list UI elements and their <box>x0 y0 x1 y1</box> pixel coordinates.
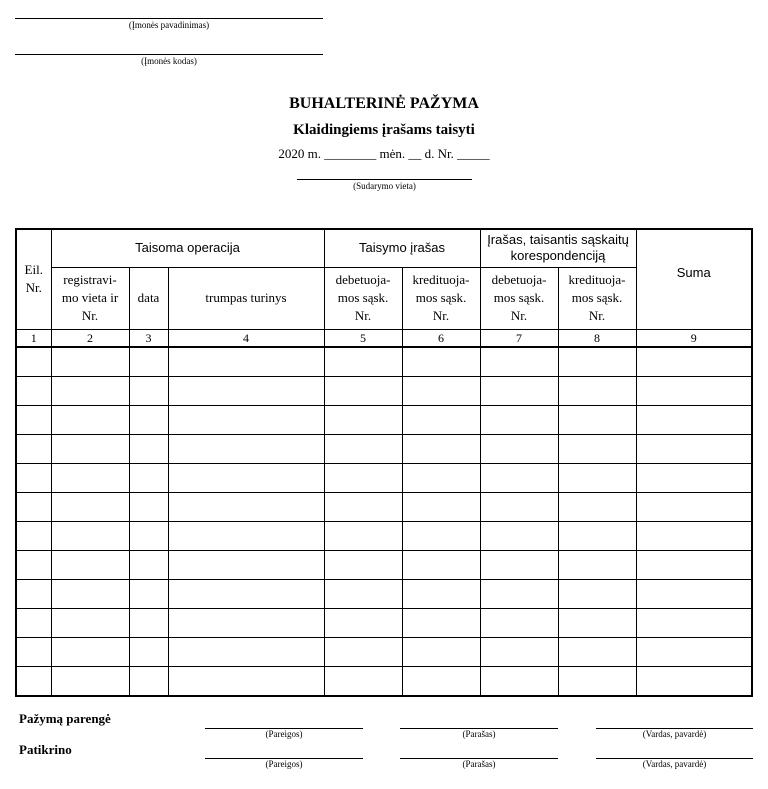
date-line: 2020 m. ________ mėn. __ d. Nr. _____ <box>278 146 490 161</box>
table-cell[interactable] <box>558 521 636 550</box>
table-cell[interactable] <box>636 492 752 521</box>
table-cell[interactable] <box>480 463 558 492</box>
table-cell[interactable] <box>402 376 480 405</box>
column-number-cell: 5 <box>324 329 402 347</box>
table-cell[interactable] <box>636 434 752 463</box>
table-cell[interactable] <box>480 550 558 579</box>
table-cell[interactable] <box>51 492 129 521</box>
table-cell[interactable] <box>636 666 752 696</box>
table-cell[interactable] <box>558 550 636 579</box>
correction-table <box>15 228 753 697</box>
table-cell[interactable] <box>636 376 752 405</box>
col-debit-1-header: debetuoja-mos sąsk. Nr. <box>324 267 402 329</box>
col-row-no-header: Eil. Nr. <box>16 229 51 329</box>
group-correspondence-header: Įrašas, taisantis sąskaitų korespondenciją <box>480 229 636 267</box>
table-cell[interactable] <box>636 579 752 608</box>
prepared-name-caption: (Vardas, pavardė) <box>642 729 707 739</box>
table-cell[interactable] <box>16 550 51 579</box>
place-line <box>297 179 472 180</box>
table-cell[interactable] <box>168 347 324 377</box>
table-cell[interactable] <box>480 405 558 434</box>
table-cell[interactable] <box>51 637 129 666</box>
place-caption: (Sudarymo vieta) <box>353 181 416 191</box>
group-correction-header: Taisymo įrašas <box>324 229 480 267</box>
table-row <box>16 666 752 696</box>
column-number-cell: 1 <box>16 329 51 347</box>
table-cell[interactable] <box>129 579 168 608</box>
table-cell[interactable] <box>51 376 129 405</box>
table-cell[interactable] <box>402 463 480 492</box>
company-name-caption: (Įmonės pavadinimas) <box>128 20 210 30</box>
table-cell[interactable] <box>558 608 636 637</box>
table-cell[interactable] <box>16 492 51 521</box>
table-cell[interactable] <box>16 521 51 550</box>
table-cell[interactable] <box>129 376 168 405</box>
prepared-signature-caption: (Parašas) <box>462 729 496 739</box>
col-summary-header: trumpas turinys <box>168 267 324 329</box>
table-cell[interactable] <box>558 637 636 666</box>
table-row <box>16 608 752 637</box>
table-cell[interactable] <box>402 521 480 550</box>
table-row <box>16 521 752 550</box>
table-cell[interactable] <box>129 463 168 492</box>
table-cell[interactable] <box>51 579 129 608</box>
table-cell[interactable] <box>558 405 636 434</box>
column-number-row <box>16 329 752 347</box>
col-date-header: data <box>129 267 168 329</box>
table-cell[interactable] <box>129 347 168 377</box>
table-cell[interactable] <box>129 666 168 696</box>
table-cell[interactable] <box>402 608 480 637</box>
table-cell[interactable] <box>16 405 51 434</box>
table-cell[interactable] <box>558 492 636 521</box>
table-cell[interactable] <box>324 637 402 666</box>
table-cell[interactable] <box>324 521 402 550</box>
table-cell[interactable] <box>480 666 558 696</box>
checked-label: Patikrino <box>19 742 72 757</box>
table-cell[interactable] <box>402 579 480 608</box>
prepared-position-caption: (Pareigos) <box>265 729 303 739</box>
table-cell[interactable] <box>480 608 558 637</box>
table-cell[interactable] <box>51 521 129 550</box>
table-row <box>16 579 752 608</box>
table-cell[interactable] <box>480 492 558 521</box>
table-cell[interactable] <box>636 463 752 492</box>
table-cell[interactable] <box>636 637 752 666</box>
table-cell[interactable] <box>402 666 480 696</box>
col-registration-header: registravi-mo vieta ir Nr. <box>51 267 129 329</box>
table-cell[interactable] <box>324 550 402 579</box>
table-cell[interactable] <box>480 521 558 550</box>
table-cell[interactable] <box>16 434 51 463</box>
table-row <box>16 347 752 377</box>
table-cell[interactable] <box>168 666 324 696</box>
column-number-cell: 8 <box>558 329 636 347</box>
table-row <box>16 434 752 463</box>
table-cell[interactable] <box>129 608 168 637</box>
table-cell[interactable] <box>402 347 480 377</box>
table-cell[interactable] <box>51 463 129 492</box>
column-number-cell: 4 <box>168 329 324 347</box>
table-cell[interactable] <box>16 666 51 696</box>
table-cell[interactable] <box>480 434 558 463</box>
table-cell[interactable] <box>636 405 752 434</box>
table-cell[interactable] <box>558 579 636 608</box>
table-cell[interactable] <box>51 405 129 434</box>
table-cell[interactable] <box>402 405 480 434</box>
company-name-line <box>15 18 323 19</box>
table-cell[interactable] <box>16 376 51 405</box>
col-credit-1-header: kredituoja-mos sąsk. Nr. <box>402 267 480 329</box>
table-row <box>16 637 752 666</box>
table-row <box>16 405 752 434</box>
table-cell[interactable] <box>168 376 324 405</box>
column-number-cell: 9 <box>636 329 752 347</box>
column-number-cell: 3 <box>129 329 168 347</box>
table-cell[interactable] <box>558 434 636 463</box>
col-sum-header: Suma <box>636 229 752 329</box>
table-cell[interactable] <box>402 492 480 521</box>
table-cell[interactable] <box>16 608 51 637</box>
table-cell[interactable] <box>168 463 324 492</box>
table-cell[interactable] <box>129 521 168 550</box>
column-number-cell: 2 <box>51 329 129 347</box>
checked-position-caption: (Pareigos) <box>265 759 303 769</box>
table-cell[interactable] <box>402 550 480 579</box>
table-cell[interactable] <box>168 608 324 637</box>
table-cell[interactable] <box>168 434 324 463</box>
table-cell[interactable] <box>324 579 402 608</box>
company-code-caption: (Įmonės kodas) <box>141 56 197 66</box>
table-cell[interactable] <box>324 666 402 696</box>
table-cell[interactable] <box>51 666 129 696</box>
table-cell[interactable] <box>558 666 636 696</box>
document-title: BUHALTERINĖ PAŽYMA <box>289 95 479 112</box>
checked-name-caption: (Vardas, pavardė) <box>642 759 707 769</box>
table-cell[interactable] <box>129 550 168 579</box>
table-cell[interactable] <box>51 608 129 637</box>
table-cell[interactable] <box>402 637 480 666</box>
document-subtitle: Klaidingiems įrašams taisyti <box>293 122 475 138</box>
table-cell[interactable] <box>558 463 636 492</box>
table-cell[interactable] <box>16 579 51 608</box>
table-row <box>16 492 752 521</box>
table-cell[interactable] <box>324 434 402 463</box>
table-cell[interactable] <box>558 347 636 377</box>
col-debit-2-header: debetuoja-mos sąsk. Nr. <box>480 267 558 329</box>
table-cell[interactable] <box>480 376 558 405</box>
table-cell[interactable] <box>129 637 168 666</box>
table-cell[interactable] <box>636 347 752 377</box>
table-cell[interactable] <box>129 405 168 434</box>
table-cell[interactable] <box>16 347 51 377</box>
table-cell[interactable] <box>480 637 558 666</box>
table-cell[interactable] <box>324 347 402 377</box>
table-cell[interactable] <box>480 347 558 377</box>
table-cell[interactable] <box>402 434 480 463</box>
col-credit-2-header: kredituoja-mos sąsk. Nr. <box>558 267 636 329</box>
table-cell[interactable] <box>480 579 558 608</box>
table-cell[interactable] <box>636 521 752 550</box>
table-cell[interactable] <box>324 463 402 492</box>
column-number-cell: 7 <box>480 329 558 347</box>
table-cell[interactable] <box>168 405 324 434</box>
table-cell[interactable] <box>16 637 51 666</box>
group-operation-header: Taisoma operacija <box>51 229 324 267</box>
table-cell[interactable] <box>324 492 402 521</box>
table-cell[interactable] <box>636 608 752 637</box>
table-cell[interactable] <box>129 492 168 521</box>
checked-signature-caption: (Parašas) <box>462 759 496 769</box>
table-cell[interactable] <box>168 492 324 521</box>
table-cell[interactable] <box>168 637 324 666</box>
company-code-line <box>15 54 323 55</box>
table-cell[interactable] <box>168 550 324 579</box>
table-cell[interactable] <box>636 550 752 579</box>
table-row <box>16 550 752 579</box>
table-cell[interactable] <box>129 434 168 463</box>
table-cell[interactable] <box>16 463 51 492</box>
table-row <box>16 463 752 492</box>
table-cell[interactable] <box>324 376 402 405</box>
table-cell[interactable] <box>51 434 129 463</box>
column-number-cell: 6 <box>402 329 480 347</box>
table-cell[interactable] <box>324 608 402 637</box>
table-cell[interactable] <box>168 579 324 608</box>
prepared-label: Pažymą parengė <box>19 711 111 726</box>
table-cell[interactable] <box>51 347 129 377</box>
table-cell[interactable] <box>558 376 636 405</box>
table-cell[interactable] <box>51 550 129 579</box>
table-row <box>16 376 752 405</box>
table-cell[interactable] <box>168 521 324 550</box>
table-cell[interactable] <box>324 405 402 434</box>
